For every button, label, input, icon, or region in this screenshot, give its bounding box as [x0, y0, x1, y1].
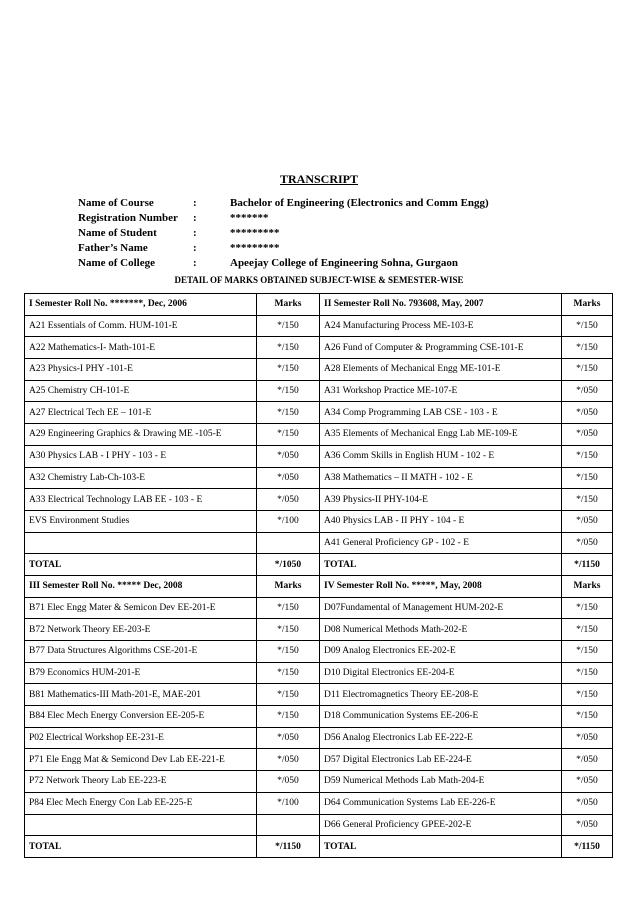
table-row [25, 337, 613, 359]
subject-cell: A21 Essentials of Comm. HUM-101-E [25, 315, 257, 337]
info-label: Registration Number [78, 212, 178, 224]
marks-cell: */150 [257, 380, 320, 402]
marks-cell: */150 [562, 641, 613, 663]
marks-cell: */150 [562, 619, 613, 641]
marks-cell: */100 [257, 510, 320, 532]
marks-cell: */050 [562, 424, 613, 446]
subject-cell [25, 532, 257, 554]
table-row [25, 641, 613, 663]
student-info [78, 197, 489, 272]
subject-cell: A31 Workshop Practice ME-107-E [320, 380, 562, 402]
marks-cell: */050 [562, 771, 613, 793]
subject-cell: A28 Elements of Mechanical Engg ME-101-E [320, 359, 562, 381]
table-row [25, 532, 613, 554]
marks-cell: */1150 [562, 554, 613, 576]
marks-cell: Marks [562, 294, 613, 316]
subject-cell: P02 Electrical Workshop EE-231-E [25, 727, 257, 749]
info-value: Apeejay College of Engineering Sohna, Gurgaon [230, 257, 458, 269]
subject-cell: B79 Economics HUM-201-E [25, 662, 257, 684]
marks-cell: */050 [257, 489, 320, 511]
table-row [25, 706, 613, 728]
marks-cell: Marks [562, 575, 613, 597]
info-row-registration [78, 212, 489, 227]
subject-cell: TOTAL [25, 836, 257, 858]
subject-cell: TOTAL [25, 554, 257, 576]
subject-cell: A36 Comm Skills in English HUM - 102 - E [320, 445, 562, 467]
table-row [25, 597, 613, 619]
subject-cell: A35 Elements of Mechanical Engg Lab ME-109-E [320, 424, 562, 446]
subject-cell: EVS Environment Studies [25, 510, 257, 532]
marks-cell: */050 [257, 727, 320, 749]
info-row-student [78, 227, 489, 242]
subject-cell: A23 Physics-I PHY -101-E [25, 359, 257, 381]
subject-cell: A25 Chemistry CH-101-E [25, 380, 257, 402]
subject-cell: A26 Fund of Computer & Programming CSE-101-E [320, 337, 562, 359]
subject-cell: A27 Electrical Tech EE – 101-E [25, 402, 257, 424]
subject-cell: P84 Elec Mech Energy Con Lab EE-225-E [25, 792, 257, 814]
subject-cell: A41 General Proficiency GP - 102 - E [320, 532, 562, 554]
subject-cell: D56 Analog Electronics Lab EE-222-E [320, 727, 562, 749]
marks-cell: */150 [562, 359, 613, 381]
marks-cell: */050 [257, 467, 320, 489]
total-row [25, 836, 613, 858]
marks-cell: */1150 [562, 836, 613, 858]
info-label: Name of College [78, 257, 155, 269]
info-row-father [78, 242, 489, 257]
marks-cell [257, 532, 320, 554]
table-row [25, 749, 613, 771]
subject-cell: A33 Electrical Technology LAB EE - 103 - E [25, 489, 257, 511]
semester-header-row [25, 575, 613, 597]
table-row [25, 489, 613, 511]
info-value: ********* [230, 227, 280, 239]
subject-cell: IV Semester Roll No. *****, May, 2008 [320, 575, 562, 597]
info-colon: : [193, 257, 197, 269]
marks-cell: */150 [562, 706, 613, 728]
info-value: ********* [230, 242, 280, 254]
marks-cell: */050 [562, 380, 613, 402]
subject-cell: A29 Engineering Graphics & Drawing ME -105-E [25, 424, 257, 446]
table-row [25, 359, 613, 381]
table-row [25, 402, 613, 424]
subject-cell: B72 Network Theory EE-203-E [25, 619, 257, 641]
subject-cell: D64 Communication Systems Lab EE-226-E [320, 792, 562, 814]
subject-cell: II Semester Roll No. 793608, May, 2007 [320, 294, 562, 316]
total-row [25, 554, 613, 576]
table-row [25, 727, 613, 749]
info-row-college [78, 257, 489, 272]
marks-cell: */050 [562, 792, 613, 814]
marks-cell: */050 [562, 510, 613, 532]
info-label: Name of Course [78, 197, 154, 209]
marks-cell: */150 [562, 337, 613, 359]
table-row [25, 662, 613, 684]
subject-cell: D08 Numerical Methods Math-202-E [320, 619, 562, 641]
marks-cell: */150 [257, 402, 320, 424]
marks-cell: */100 [257, 792, 320, 814]
subject-cell: A32 Chemistry Lab-Ch-103-E [25, 467, 257, 489]
table-row [25, 792, 613, 814]
info-value: ******* [230, 212, 269, 224]
table-row [25, 684, 613, 706]
marks-table-body [25, 294, 613, 858]
info-label: Father’s Name [78, 242, 148, 254]
marks-cell: */1150 [257, 836, 320, 858]
subject-cell: TOTAL [320, 554, 562, 576]
subject-cell: D57 Digital Electronics Lab EE-224-E [320, 749, 562, 771]
table-row [25, 424, 613, 446]
subject-cell: TOTAL [320, 836, 562, 858]
subject-cell: A39 Physics-II PHY-104-E [320, 489, 562, 511]
marks-cell: */050 [562, 532, 613, 554]
subject-cell: A22 Mathematics-I- Math-101-E [25, 337, 257, 359]
subject-cell [25, 814, 257, 836]
marks-cell: */150 [257, 662, 320, 684]
subject-cell: A34 Comp Programming LAB CSE - 103 - E [320, 402, 562, 424]
marks-cell: */050 [257, 749, 320, 771]
subject-cell: B81 Mathematics-III Math-201-E, MAE-201 [25, 684, 257, 706]
table-row [25, 315, 613, 337]
marks-cell: */050 [562, 402, 613, 424]
subject-cell: A24 Manufacturing Process ME-103-E [320, 315, 562, 337]
subject-cell: D10 Digital Electronics EE-204-E [320, 662, 562, 684]
info-value: Bachelor of Engineering (Electronics and Comm Engg) [230, 197, 489, 209]
table-row [25, 445, 613, 467]
marks-cell: */150 [257, 359, 320, 381]
subject-cell: A38 Mathematics – II MATH - 102 - E [320, 467, 562, 489]
marks-cell: */150 [257, 706, 320, 728]
info-colon: : [193, 212, 197, 224]
marks-cell: */150 [257, 597, 320, 619]
table-row [25, 619, 613, 641]
subject-cell: I Semester Roll No. *******, Dec, 2006 [25, 294, 257, 316]
marks-cell: */150 [257, 641, 320, 663]
subject-cell: A30 Physics LAB - I PHY - 103 - E [25, 445, 257, 467]
table-row [25, 380, 613, 402]
marks-cell: */150 [257, 424, 320, 446]
marks-cell: */050 [562, 814, 613, 836]
info-colon: : [193, 242, 197, 254]
marks-cell: */150 [562, 684, 613, 706]
marks-cell: */150 [257, 684, 320, 706]
semester-header-row [25, 294, 613, 316]
marks-cell: Marks [257, 575, 320, 597]
marks-cell: Marks [257, 294, 320, 316]
subject-cell: D18 Communication Systems EE-206-E [320, 706, 562, 728]
subject-cell: D11 Electromagnetics Theory EE-208-E [320, 684, 562, 706]
marks-cell: */150 [257, 315, 320, 337]
marks-cell: */150 [562, 445, 613, 467]
marks-cell [257, 814, 320, 836]
info-colon: : [193, 227, 197, 239]
marks-cell: */150 [562, 489, 613, 511]
marks-cell: */050 [562, 727, 613, 749]
table-row [25, 814, 613, 836]
marks-table [24, 293, 613, 858]
subject-cell: B77 Data Structures Algorithms CSE-201-E [25, 641, 257, 663]
marks-cell: */150 [562, 467, 613, 489]
marks-cell: */150 [562, 597, 613, 619]
marks-cell: */150 [562, 662, 613, 684]
info-row-course [78, 197, 489, 212]
marks-section-heading: DETAIL OF MARKS OBTAINED SUBJECT-WISE & SEMESTER-WISE [174, 275, 464, 285]
info-label: Name of Student [78, 227, 157, 239]
subject-cell: P72 Network Theory Lab EE-223-E [25, 771, 257, 793]
marks-cell: */150 [257, 337, 320, 359]
marks-cell: */050 [257, 771, 320, 793]
marks-cell: */050 [562, 749, 613, 771]
subject-cell: D07Fundamental of Management HUM-202-E [320, 597, 562, 619]
marks-cell: */150 [257, 619, 320, 641]
page-title: TRANSCRIPT [279, 172, 358, 186]
subject-cell: D66 General Proficiency GPEE-202-E [320, 814, 562, 836]
subject-cell: D59 Numerical Methods Lab Math-204-E [320, 771, 562, 793]
table-row [25, 510, 613, 532]
subject-cell: B71 Elec Engg Mater & Semicon Dev EE-201-E [25, 597, 257, 619]
marks-cell: */1050 [257, 554, 320, 576]
subject-cell: III Semester Roll No. ***** Dec, 2008 [25, 575, 257, 597]
marks-cell: */050 [257, 445, 320, 467]
table-row [25, 771, 613, 793]
subject-cell: A40 Physics LAB - II PHY - 104 - E [320, 510, 562, 532]
subject-cell: P71 Ele Engg Mat & Semicond Dev Lab EE-221-E [25, 749, 257, 771]
marks-cell: */150 [562, 315, 613, 337]
info-colon: : [193, 197, 197, 209]
table-row [25, 467, 613, 489]
subject-cell: D09 Analog Electronics EE-202-E [320, 641, 562, 663]
subject-cell: B84 Elec Mech Energy Conversion EE-205-E [25, 706, 257, 728]
